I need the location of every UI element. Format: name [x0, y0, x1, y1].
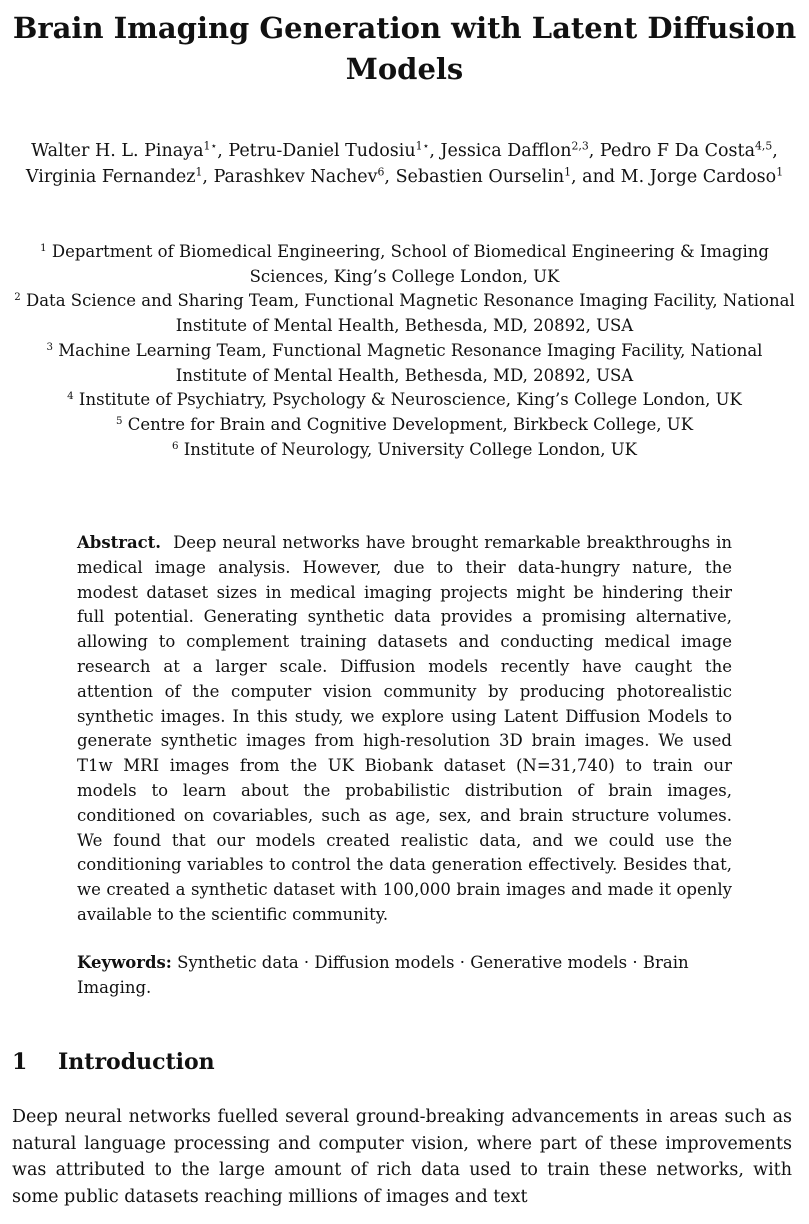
author-separator: , — [772, 141, 778, 161]
author-separator: , — [217, 141, 229, 161]
affiliation-item — [10, 413, 799, 438]
author-name: Virginia Fernandez — [25, 167, 196, 187]
affiliation-item — [10, 438, 799, 463]
author-affiliation-marker: 1⋆ — [203, 139, 218, 153]
affiliation-list — [10, 240, 799, 462]
author-separator: , — [384, 167, 396, 187]
author-separator: , — [588, 141, 600, 161]
affiliation-text: Data Science and Sharing Team, Functional Magnetic Resonance Imaging Facility, National Institute of Mental Health, Bethesda, MD, 20892, USA — [20, 291, 795, 336]
affiliation-number: 6 — [171, 440, 179, 452]
abstract-text: Deep neural networks have brought remarkable breakthroughs in medical image analysis. However, due to their data-hungry nature, the modest dataset sizes in medical imaging projects might be hindering their full potential. Generating synthetic data provides a promising alternative, allowing to complement training datasets and conducting medical image research at a larger scale. Diffusion models recently have caught the attention of the computer vision community by producing photorealistic synthetic images. In this study, we explore using Latent Diffusion Models to generate synthetic images from high-resolution 3D brain images. We used T1w MRI images from the UK Biobank dataset (N=31,740) to train our models to learn about the probabilistic distribution of brain images, conditioned on covariables, such as age, sex, and brain structure volumes. We found that our models created realistic data, and we could use the conditioning variables to control the data generation effectively. Besides that, we created a synthetic dataset with 100,000 brain images and made it openly available to the scientific community. — [77, 533, 732, 924]
author-name: Jessica Dafflon — [440, 141, 572, 161]
author-separator: , and — [571, 167, 621, 187]
section-title: Introduction — [58, 1049, 215, 1075]
affiliation-text: Centre for Brain and Cognitive Development, Birkbeck College, UK — [122, 414, 694, 434]
affiliation-number: 3 — [46, 341, 54, 353]
author-separator: , — [429, 141, 441, 161]
section-heading — [12, 1046, 772, 1078]
affiliation-text: Machine Learning Team, Functional Magnetic Resonance Imaging Facility, National Institute of Mental Health, Bethesda, MD, 20892, USA — [53, 340, 763, 385]
author-name: Petru-Daniel Tudosiu — [228, 141, 416, 161]
author-name: M. Jorge Cardoso — [620, 167, 777, 187]
paper-title — [0, 8, 809, 90]
author-affiliation-marker: 1 — [195, 165, 203, 179]
affiliation-item — [10, 289, 799, 338]
author-separator: , — [202, 167, 214, 187]
affiliation-item — [10, 339, 799, 388]
affiliation-item — [10, 388, 799, 413]
title-line-1: Brain Imaging Generation with Latent Diffusion — [12, 11, 797, 45]
abstract-label: Abstract. — [77, 533, 162, 552]
author-name: Parashkev Nachev — [213, 167, 378, 187]
author-name: Sebastien Ourselin — [395, 167, 565, 187]
author-affiliation-marker: 6 — [377, 165, 385, 179]
author-affiliation-marker: 4,5 — [755, 139, 773, 153]
keywords-text: Synthetic data · Diffusion models · Generative models · Brain Imaging. — [77, 953, 689, 997]
affiliation-text: Institute of Neurology, University College London, UK — [178, 439, 638, 459]
keywords-label: Keywords: — [77, 953, 172, 972]
section-number: 1 — [12, 1049, 28, 1075]
intro-paragraph: Deep neural networks fuelled several ground-breaking advancements in areas such as natural language processing and computer vision, where part of these improvements was attributed to the large amount of rich data used to train these networks, with some public datasets reaching millions of images and text — [12, 1107, 792, 1207]
author-affiliation-marker: 2,3 — [571, 139, 589, 153]
author-name: Pedro F Da Costa — [599, 141, 756, 161]
affiliation-number: 1 — [40, 242, 47, 254]
author-affiliation-marker: 1 — [776, 165, 784, 179]
author-list — [10, 138, 799, 190]
affiliation-text: Institute of Psychiatry, Psychology & Neuroscience, King’s College London, UK — [73, 390, 742, 410]
author-affiliation-marker: 1⋆ — [415, 139, 430, 153]
affiliation-text: Department of Biomedical Engineering, School of Biomedical Engineering & Imaging Sciences, King’s College London, UK — [46, 242, 769, 286]
affiliation-number: 4 — [67, 391, 74, 403]
abstract — [77, 531, 732, 928]
title-line-2: Models — [345, 52, 464, 86]
affiliation-number: 5 — [115, 415, 123, 427]
author-name: Walter H. L. Pinaya — [31, 141, 204, 161]
affiliation-item — [10, 240, 799, 289]
author-affiliation-marker: 1 — [564, 165, 572, 179]
affiliation-number: 2 — [14, 292, 21, 304]
keywords — [77, 951, 732, 1001]
